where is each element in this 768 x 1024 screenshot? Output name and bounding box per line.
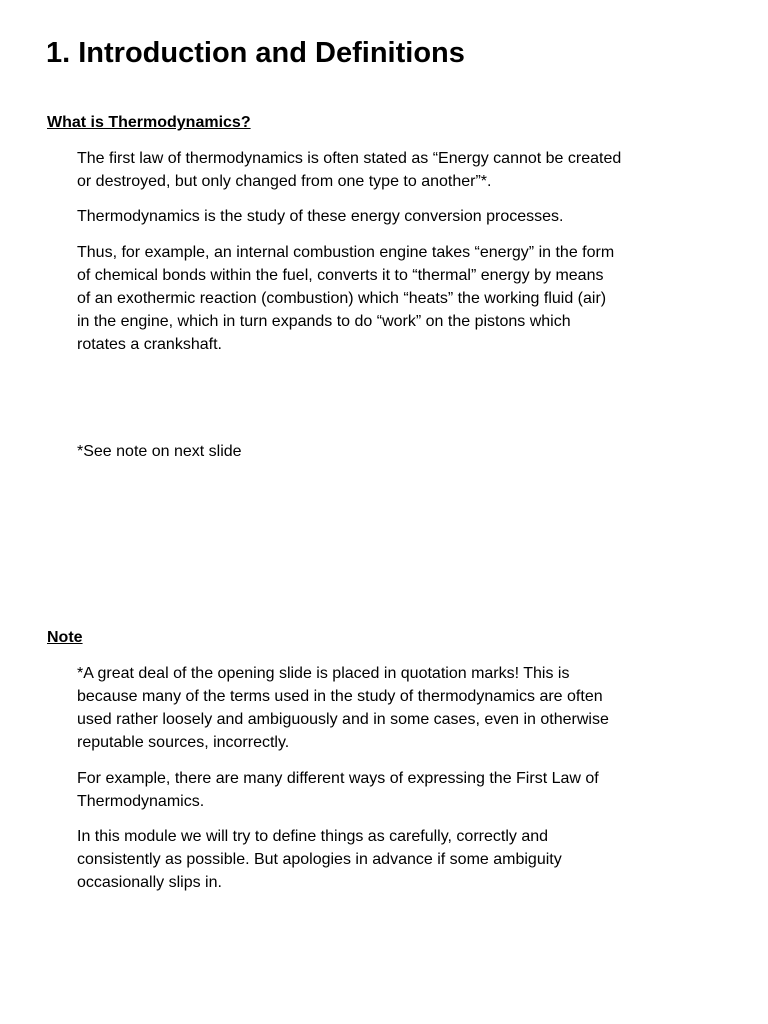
text-line: occasionally slips in. <box>77 874 222 891</box>
text-line: of an exothermic reaction (combustion) which “heats” the working fluid (air) <box>77 290 607 307</box>
text-line: For example, there are many different ways of expressing the First Law of <box>77 770 599 787</box>
text-line: Thus, for example, an internal combustion engine takes “energy” in the form <box>77 244 615 261</box>
paragraph-first-law-expressions <box>77 767 707 813</box>
text-line: of chemical bonds within the fuel, converts it to “thermal” energy by means <box>77 267 604 284</box>
text-line: consistently as possible. But apologies in advance if some ambiguity <box>77 851 562 868</box>
text-line: *A great deal of the opening slide is placed in quotation marks! This is <box>77 665 570 682</box>
section-heading: What is Thermodynamics? <box>47 114 251 131</box>
text-line: because many of the terms used in the study of thermodynamics are often <box>77 688 603 705</box>
paragraph-engine-example <box>77 241 707 356</box>
paragraph-definition <box>77 205 707 228</box>
text-line: In this module we will try to define things as carefully, correctly and <box>77 828 549 845</box>
text-line: The first law of thermodynamics is often stated as “Energy cannot be created <box>77 150 622 167</box>
text-line: used rather loosely and ambiguously and in some cases, even in otherwise <box>77 711 609 728</box>
text-line: Thermodynamics. <box>77 793 205 810</box>
page-title: 1. Introduction and Definitions <box>46 37 465 69</box>
paragraph-module-intent <box>77 825 707 894</box>
paragraph-quotation-marks <box>77 662 707 754</box>
paragraph-footnote <box>77 440 707 463</box>
section-heading: Note <box>47 629 83 646</box>
text-line: or destroyed, but only changed from one type to another”*. <box>77 173 492 190</box>
text-line: reputable sources, incorrectly. <box>77 734 290 751</box>
text-line: rotates a crankshaft. <box>77 336 222 353</box>
text-line: in the engine, which in turn expands to do “work” on the pistons which <box>77 313 571 330</box>
text-line: Thermodynamics is the study of these energy conversion processes. <box>77 208 564 225</box>
paragraph-first-law <box>77 147 707 193</box>
text-line: *See note on next slide <box>77 443 242 460</box>
